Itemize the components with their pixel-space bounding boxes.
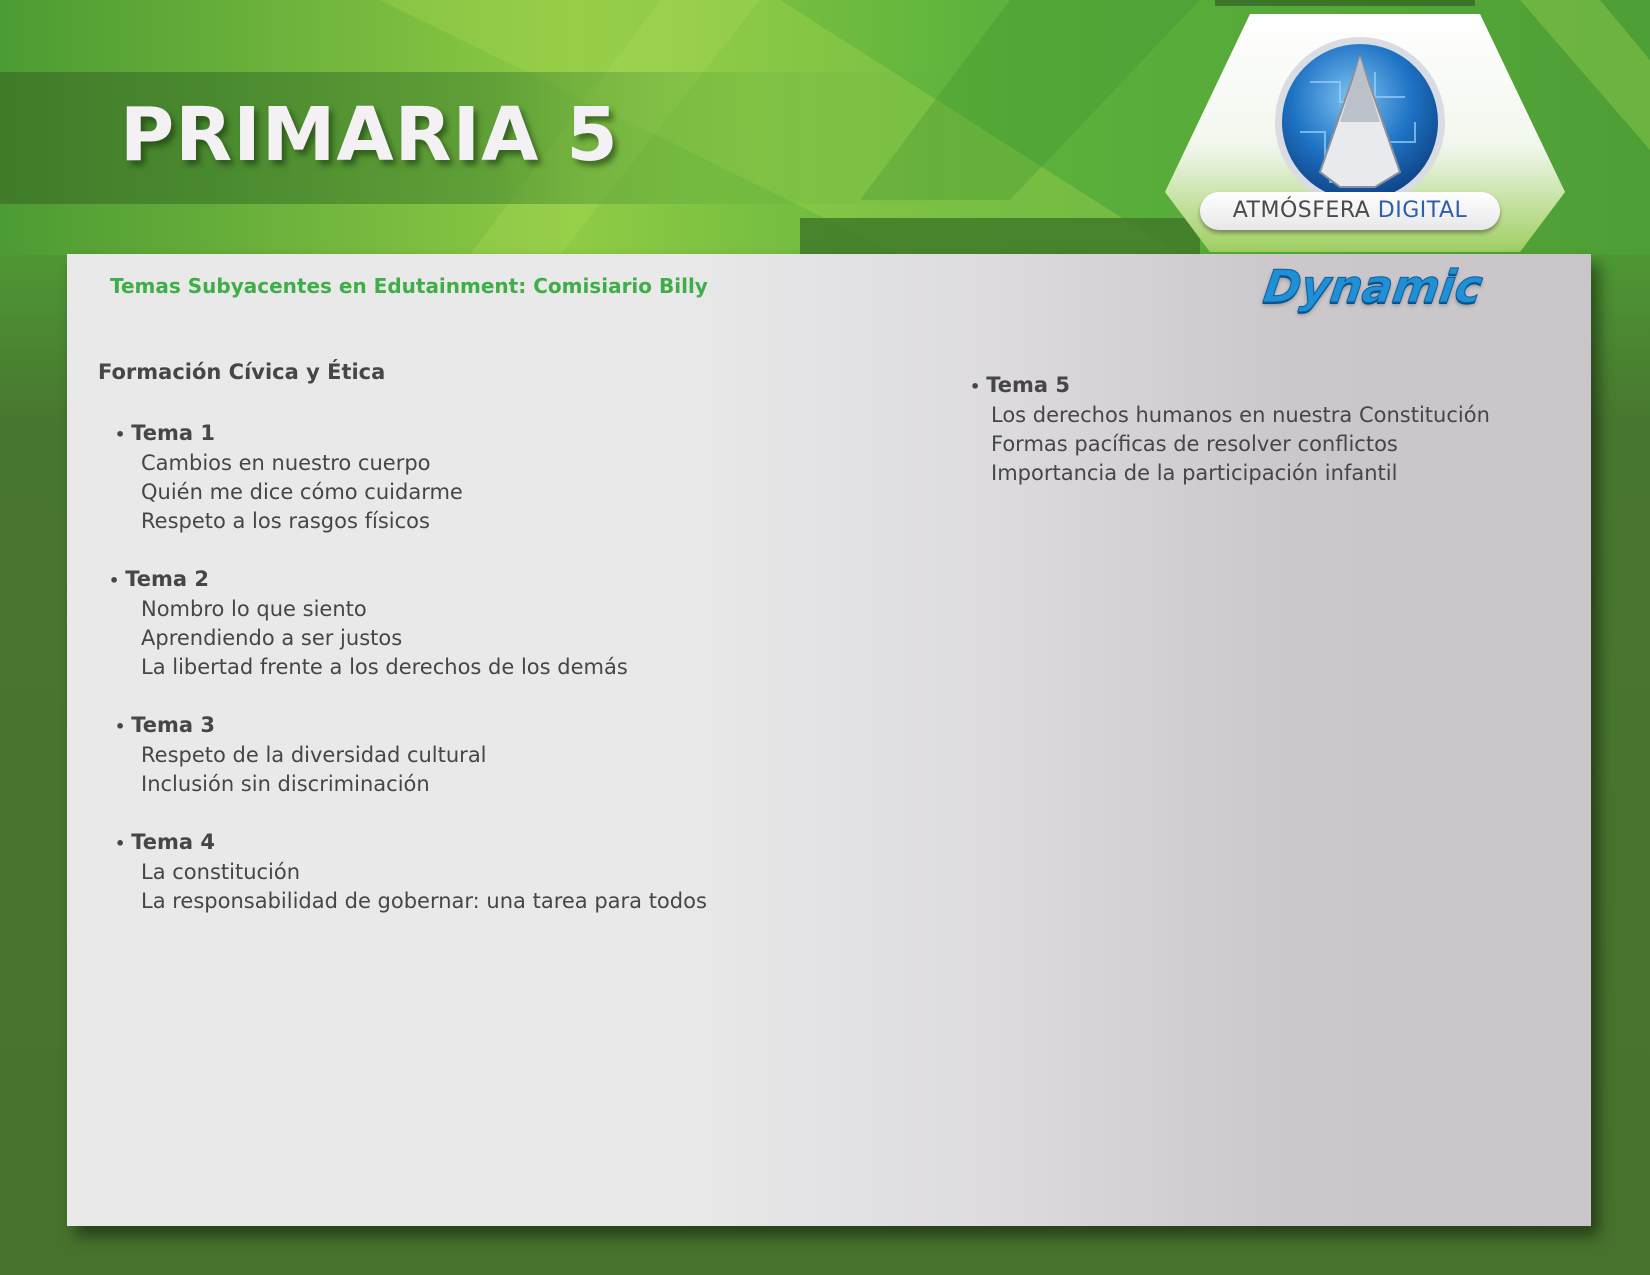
list-item: Inclusión sin discriminación: [141, 772, 430, 796]
dynamic-brand-logo: Dynamic: [1260, 260, 1486, 313]
tema-heading: [970, 371, 1490, 401]
bullet-icon: •: [115, 834, 126, 853]
list-item: La constitución: [141, 860, 301, 884]
bullet-icon: •: [109, 571, 120, 590]
list-item: Formas pacíficas de resolver conflictos: [991, 432, 1398, 456]
tema-block-4: [115, 828, 707, 916]
tema-label: Tema 3: [131, 713, 215, 737]
tema-label: Tema 4: [131, 830, 215, 854]
list-item: Respeto de la diversidad cultural: [141, 743, 487, 767]
list-item: Aprendiendo a ser justos: [141, 626, 403, 650]
tema-label: Tema 1: [131, 421, 215, 445]
logo-text-atmosfera: ATMÓSFERA: [1232, 198, 1371, 223]
list-item: Los derechos humanos en nuestra Constitución: [991, 403, 1490, 427]
logo-wordmark: [1200, 192, 1500, 230]
tema-heading: [115, 711, 487, 741]
list-item: Quién me dice cómo cuidarme: [141, 480, 463, 504]
tema-items: [141, 449, 463, 536]
tema-block-1: [115, 419, 463, 536]
tema-block-5: [970, 371, 1490, 488]
list-item: Importancia de la participación infantil: [991, 461, 1398, 485]
panel-subtitle: Temas Subyacentes en Edutainment: Comisiario Billy: [110, 274, 708, 298]
bullet-icon: •: [115, 425, 126, 444]
tema-heading: [109, 565, 628, 595]
tema-block-2: [109, 565, 628, 682]
list-item: La libertad frente a los derechos de los demás: [141, 655, 628, 679]
tema-label: Tema 2: [125, 567, 209, 591]
list-item: Cambios en nuestro cuerpo: [141, 451, 431, 475]
tema-items: [991, 401, 1490, 488]
page-title: PRIMARIA 5: [120, 92, 619, 178]
tema-heading: [115, 828, 707, 858]
bullet-icon: •: [970, 377, 981, 396]
tema-block-3: [115, 711, 487, 799]
tema-items: [141, 595, 628, 682]
logo-text-digital: DIGITAL: [1377, 198, 1468, 223]
tema-items: [141, 858, 707, 916]
list-item: La responsabilidad de gobernar: una tarea para todos: [141, 889, 707, 913]
tema-label: Tema 5: [986, 373, 1070, 397]
subject-heading: Formación Cívica y Ética: [98, 360, 386, 384]
bullet-icon: •: [115, 717, 126, 736]
list-item: Nombro lo que siento: [141, 597, 367, 621]
list-item: Respeto a los rasgos físicos: [141, 509, 430, 533]
tema-items: [141, 741, 487, 799]
tema-heading: [115, 419, 463, 449]
